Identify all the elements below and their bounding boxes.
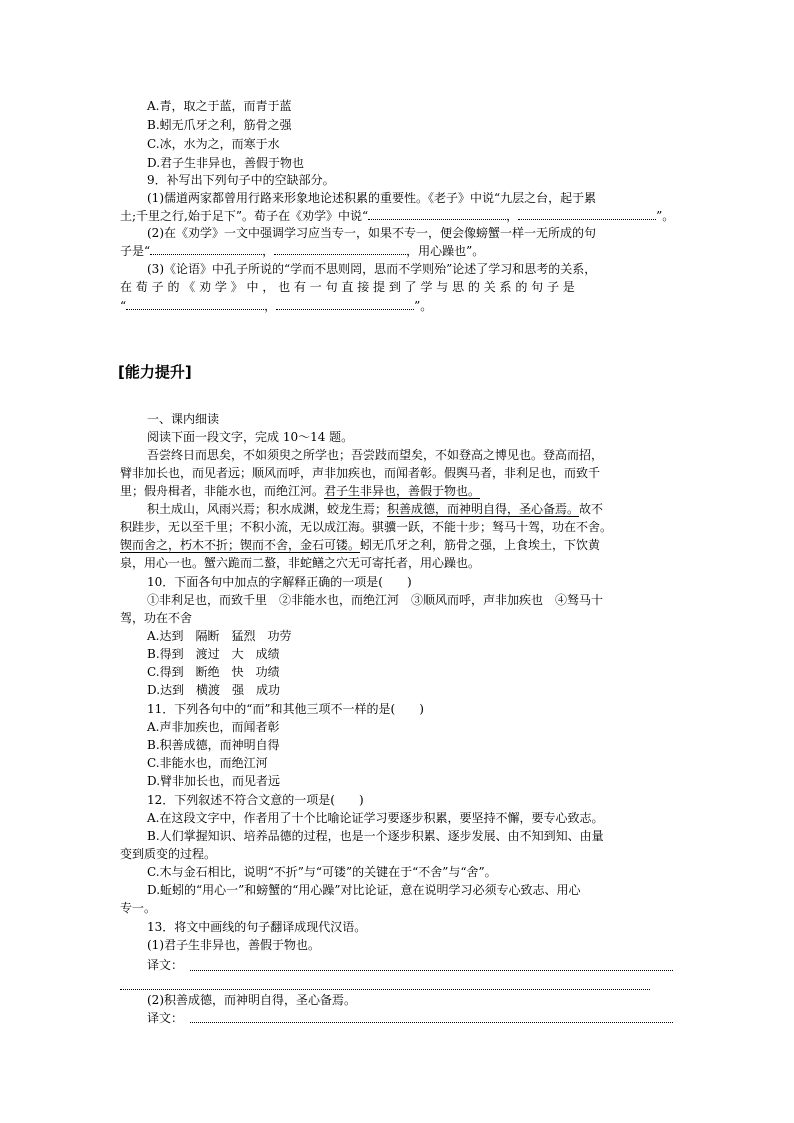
comma: ， bbox=[264, 299, 277, 313]
question-9-1-line1: (1)儒道两家都曾用行路来形象地论述积累的重要性。《老子》中说“九层之台，起于累 bbox=[147, 191, 597, 205]
option-c: C.得到 断绝 快 功绩 bbox=[147, 665, 280, 679]
reading-instruction: 阅读下面一段文字，完成 10～14 题。 bbox=[147, 430, 354, 444]
answer-line[interactable] bbox=[190, 970, 673, 971]
reading-heading: 一、课内细读 bbox=[147, 412, 220, 426]
option-d: D.达到 横渡 强 成功 bbox=[147, 683, 281, 697]
question-9-2-suffix: ，用心躁也”。 bbox=[406, 244, 485, 258]
question-10-items: ①非利足也，而致千里 ②非能水也，而绝江河 ③顺风而呼，声非加疾也 ④驽马十 bbox=[147, 593, 604, 607]
sentence-2: (2)积善成德，而神明自得，圣心备焉。 bbox=[147, 993, 356, 1007]
question-9-2-line2 bbox=[120, 243, 484, 259]
comma: ， bbox=[262, 244, 275, 258]
option-b: B.人们掌握知识、培养品德的过程，也是一个逐步积累、逐步发展、由不知到知、由量 bbox=[147, 829, 604, 843]
question-9-2-line1: (2)在《劝学》一文中强调学习应当专一，如果不专一，便会像螃蟹一样一无所成的句 bbox=[147, 226, 597, 240]
closing-quote: ”。 bbox=[414, 299, 433, 313]
answer-line[interactable] bbox=[120, 989, 650, 990]
question-12-stem: 12．下列叙述不符合文意的一项是( ) bbox=[147, 793, 364, 807]
opening-quote: “ bbox=[120, 299, 127, 313]
option-c: C.冰，水为之，而寒于水 bbox=[147, 137, 280, 151]
answer-blank[interactable] bbox=[150, 243, 262, 255]
underlined-sentence: 积善成德，而神明自得，圣心备焉。 bbox=[387, 502, 580, 516]
question-9-2-prefix: 子是“ bbox=[120, 244, 151, 258]
underlined-sentence: 锲而舍之，朽木不折；锲而不舍，金石可镂。 bbox=[120, 538, 361, 552]
question-10-items-cont: 驾，功在不舍 bbox=[120, 611, 193, 625]
answer-blank[interactable] bbox=[126, 298, 264, 310]
question-10-stem: 10．下面各句中加点的字解释正确的一项是( ) bbox=[147, 575, 412, 589]
option-d: D.蚯蚓的“用心一”和螃蟹的“用心躁”对比论证，意在说明学习必须专心致志、用心 bbox=[147, 883, 581, 897]
passage-line: 泉，用心一也。蟹六跪而二螯，非蛇鳝之穴无可寄托者，用心躁也。 bbox=[120, 556, 481, 570]
passage-text: 故不 bbox=[579, 502, 604, 516]
option-a: A.声非加疾也，而闻者彰 bbox=[147, 720, 280, 734]
option-b: B.得到 渡过 大 成绩 bbox=[147, 647, 280, 661]
answer-blank[interactable] bbox=[276, 298, 414, 310]
answer-line[interactable] bbox=[190, 1022, 673, 1023]
option-d: D.君子生非异也，善假于物也 bbox=[147, 156, 305, 170]
section-title: [能力提升] bbox=[118, 363, 192, 381]
passage-line: 吾尝终日而思矣，不如须臾之所学也；吾尝跂而望矣，不如登高之博见也。登高而招， bbox=[147, 448, 604, 462]
underlined-sentence: 君子生非异也，善假于物也。 bbox=[324, 484, 481, 498]
option-b: B.蚓无爪牙之利，筋骨之强 bbox=[147, 118, 292, 132]
question-13-stem: 13．将文中画线的句子翻译成现代汉语。 bbox=[147, 920, 367, 934]
sentence-1: (1)君子生非异也，善假于物也。 bbox=[147, 938, 320, 952]
translation-label: 译文： bbox=[147, 958, 184, 972]
option-a: A.青，取之于蓝，而青于蓝 bbox=[147, 99, 292, 113]
option-a: A.在这段文字中，作者用了十个比喻论证学习要逐步积累，要坚持不懈，要专心致志。 bbox=[147, 811, 604, 825]
comma: ， bbox=[506, 209, 519, 223]
passage-text: 蚓无爪牙之利，筋骨之强，上食埃土，下饮黄 bbox=[360, 538, 601, 552]
passage-line bbox=[147, 502, 603, 517]
question-9-1-line2 bbox=[120, 208, 674, 224]
question-9-3-line2: 在 荀 子 的 《 劝 学 》 中 ， 也 有 一 句 直 接 提 到 了 学 与 思 的 关 系 的 句 子 是 bbox=[120, 280, 575, 294]
passage-text: 里；假舟楫者，非能水也，而绝江河。 bbox=[120, 484, 325, 498]
passage-line: 积跬步，无以至千里；不积小流，无以成江海。骐骥一跃，不能十步；驽马十驾，功在不舍。 bbox=[120, 520, 613, 534]
closing-quote: ”。 bbox=[656, 209, 675, 223]
question-9-3-line1: (3)《论语》中孔子所说的“学而不思则罔，思而不学则殆”论述了学习和思考的关系， bbox=[147, 262, 597, 276]
passage-line bbox=[120, 538, 600, 553]
option-c: C.非能水也，而绝江河 bbox=[147, 756, 268, 770]
option-a: A.达到 隔断 猛烈 功劳 bbox=[147, 629, 292, 643]
question-9-stem: 9．补写出下列句子中的空缺部分。 bbox=[147, 173, 335, 187]
option-d: D.臂非加长也，而见者远 bbox=[147, 774, 281, 788]
option-b: B.积善成德，而神明自得 bbox=[147, 738, 280, 752]
passage-line: 臂非加长也，而见者远；顺风而呼，声非加疾也，而闻者彰。假舆马者，非利足也，而致千 bbox=[120, 466, 601, 480]
question-9-3-line3 bbox=[120, 298, 432, 314]
question-9-1-prefix: 土;千里之行,始于足下”。荀子在《劝学》中说“ bbox=[120, 209, 369, 223]
option-d-cont: 专一。 bbox=[120, 901, 157, 915]
translation-label: 译文： bbox=[147, 1011, 184, 1025]
answer-blank[interactable] bbox=[518, 208, 656, 220]
option-c: C.木与金石相比，说明“不折”与“可镂”的关键在于“不舍”与“舍”。 bbox=[147, 865, 497, 879]
answer-blank[interactable] bbox=[274, 243, 406, 255]
option-b-cont: 变到质变的过程。 bbox=[120, 847, 217, 861]
passage-line bbox=[120, 484, 480, 499]
answer-blank[interactable] bbox=[368, 208, 506, 220]
passage-text: 积土成山，风雨兴焉；积水成渊，蛟龙生焉； bbox=[147, 502, 388, 516]
question-11-stem: 11．下列各句中的“而”和其他三项不一样的是( ) bbox=[147, 702, 424, 716]
